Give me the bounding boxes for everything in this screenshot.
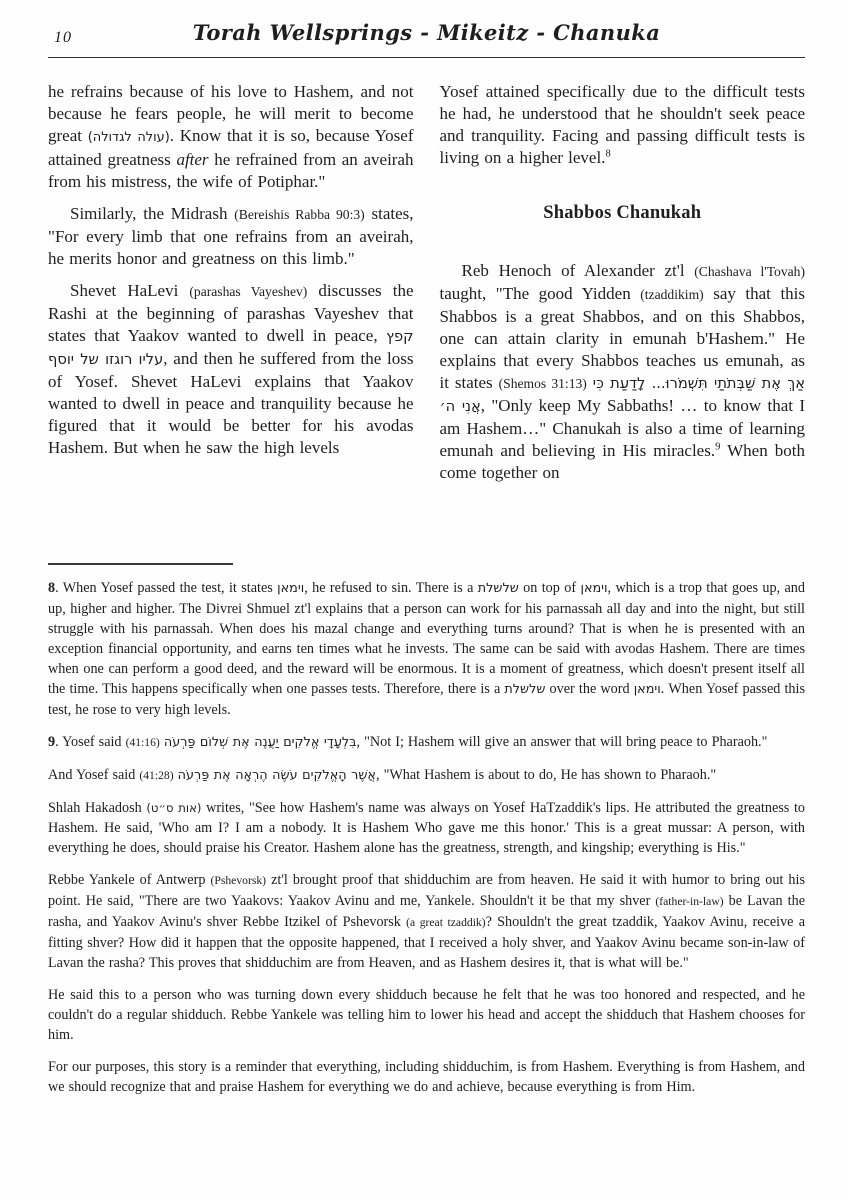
right-paragraph-1: Yosef attained specifically due to the difficult tests he had, he understood that he shouldn't seek peace and tranquility. Facing and passing difficult tests is living on a higher level.$^8$ — [439, 82, 805, 167]
footnote-9-paragraph-4: Rebbe Yankele of Antwerp (Pshevorsk) zt'l brought proof that shidduchim are from heaven. He said it with humor to bring out his point. He said, "There are two Yaakovs: Yaakov Avinu and me, Yankele. Shouldn't it be that my shver (father-in-law) be Lavan the rasha, and Yaakov Avinu's shver Rebbe Itzikel of Pshevorsk (a great tzaddik)? Shouldn't the great tzaddik, Yaakov Avinu, receive a fitting shver? How did it happen that the opposite happened, that I received a holy shver, and Yaakov Avinu became son-in-law of Lavan the rasha? This proves that shidduchim are from Heaven, and as Hashem desires it, that is what will be." — [48, 872, 805, 971]
page-title: Torah Wellsprings - Mikeitz - Chanuka — [192, 20, 661, 45]
section-heading: Shabbos Chanukah — [543, 203, 702, 223]
page-number: 10 — [54, 29, 72, 46]
footnotes — [48, 578, 805, 1097]
footnote-9-paragraph-3: Shlah Hakadosh (אות ס״ט) writes, "See how Hashem's name was always on Yosef HaTzaddik's lips. He attributed the greatness to Hashem. He said, 'Who am I? I am a nobody. It is Hashem Who gave me this honor.' This is a great mussar: A person, with everything he does, should praise his Creator. Hashem alone has the greatness, strength, and kingship; everything is His." — [48, 800, 805, 856]
left-paragraph-1: he refrains because of his love to Hashem, and not because he fears people, he will merit to become great (עולה לגדולה). Know that it is so, because Yosef attained greatness after he refrained from an aveirah from his mistress, the wife of Potiphar." — [48, 82, 414, 191]
header-rule — [48, 57, 805, 58]
right-paragraph-2: Reb Henoch of Alexander zt'l (Chashava l'Tovah) taught, "The good Yidden (tzaddikim) say that this Shabbos is a great Shabbos, and on this Shabbos, one can attain clarity in emunah b'Hashem." He explains that every Shabbos teaches us emunah, as it states (Shemos 31:13) אַךְ אֶת שַׁבְּתֹתַי תִּשְׁמֹרוּ... לָדַעַת כִּי אֲנִי ה׳, "Only keep My Sabbaths! … to know that I am Hashem…" Chanukah is also a time of learning emunah and believing in His miracles.$^9$ When both come together on — [439, 261, 806, 482]
left-column — [48, 81, 414, 469]
footnote-9-paragraph-5: He said this to a person who was turning down every shidduch because he felt that he was too honored and respected, and he couldn't do a regular shidduch. Rebbe Yankele was telling him to lower his head and accept the shidduch that Hashem chooses for him. — [48, 987, 805, 1043]
footnote-separator — [48, 563, 233, 565]
right-column — [440, 81, 806, 494]
body-columns — [48, 81, 805, 547]
footnote-9-paragraph-1: 9. Yosef said (41:16) בִּלְעָדָי אֱלֹקִים יַעֲנֶה אֶת שְׁלוֹם פַּרְעֹה, "Not I; Hashem will give an answer that will bring peace to Pharaoh." — [48, 734, 768, 750]
left-paragraph-3: Shevet HaLevi (parashas Vayeshev) discusses the Rashi at the beginning of parashas Vayeshev that states that Yaakov wanted to dwell in peace, קפץ עליו רוגזו של יוסף, and then he suffered from the loss of Yosef. Shevet HaLevi explains that Yaakov wanted to dwell in peace and tranquility because he figured that it would be better for his avodas Hashem. But when he saw the high levels — [48, 281, 414, 457]
left-paragraph-2: Similarly, the Midrash (Bereishis Rabba 90:3) states, "For every limb that one refrains from an aveirah, he merits honor and greatness on this limb." — [48, 204, 414, 268]
footnote-9-paragraph-2: And Yosef said (41:28) אֲשֶׁר הָאֱלֹקִים עֹשֶׂה הֶרְאָה אֶת פַּרְעֹה, "What Hashem is about to do, He has shown to Pharaoh." — [48, 767, 717, 783]
footnote-9-paragraph-6: For our purposes, this story is a reminder that everything, including shidduchim, is from Hashem. Everything is from Hashem, and we should recognize that and praise Hashem for everything we do and achieve, because everything is from Him. — [48, 1059, 805, 1095]
page-header — [48, 20, 805, 52]
footnote-8-paragraph: 8. When Yosef passed the test, it states וימאן, he refused to sin. There is a שלשלת on top of וימאן, which is a trop that goes up, and up, higher and higher. The Divrei Shmuel zt'l explains that a person can work for his parnassah all day and into the night, but still struggle with his parnassah. When does his mazal change and everything turns around? That is when he is presented with an exception financial opportunity, and earns ten times what he invests. The same can be said with avodas Hashem. There are times when one can perform a good deed, and the reward will be enormous. It is a moment of greatness, which doesn't present itself all the time. This happens specifically when one passes tests. Therefore, there is a שלשלת over the word וימאן. When Yosef passed this test, he rose to very high levels. — [48, 580, 805, 718]
